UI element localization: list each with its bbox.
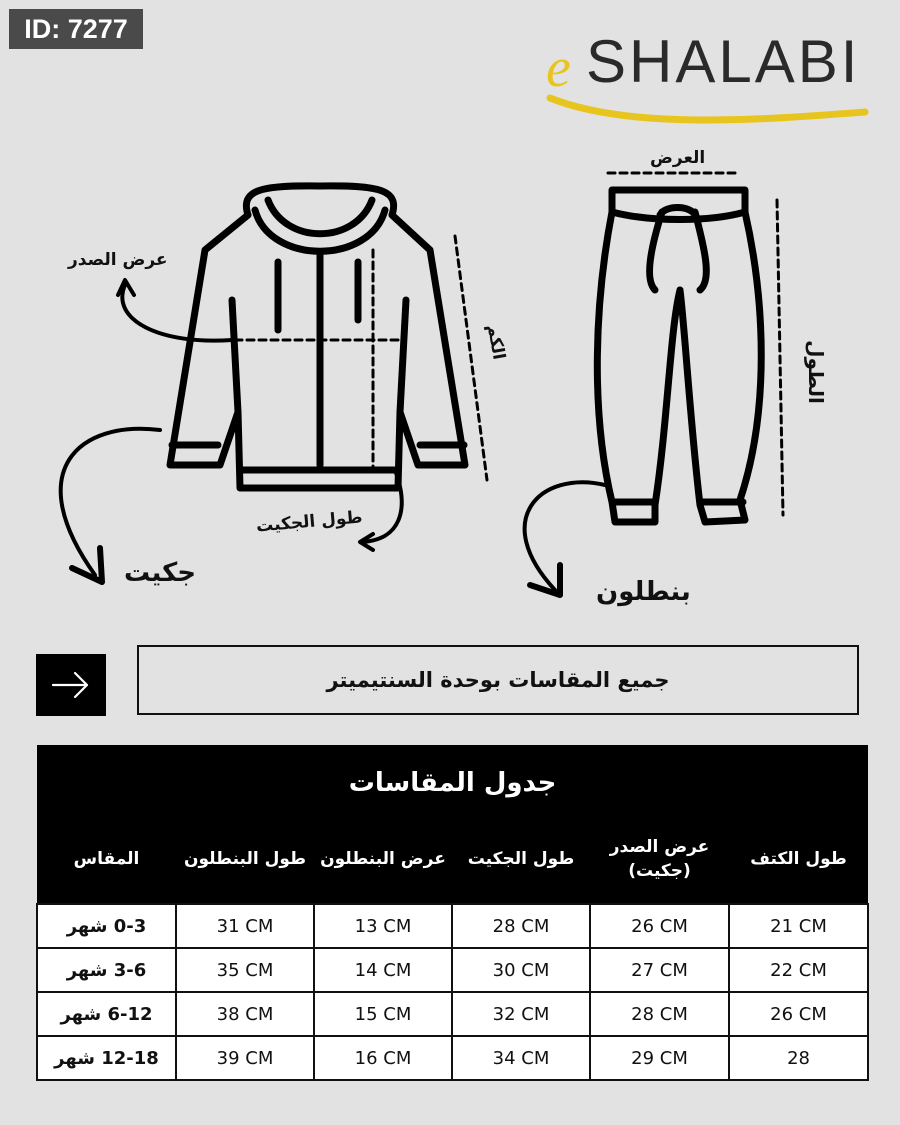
jacket-length-cell: 32 CM <box>452 992 590 1036</box>
jacket-label: جكيت <box>124 558 196 588</box>
shoulder-cell: 26 CM <box>729 992 868 1036</box>
pants-width-cell: 15 CM <box>314 992 452 1036</box>
logo-name: SHALABI <box>586 28 861 95</box>
id-badge: ID: 7277 <box>9 9 143 49</box>
pants-outline-icon <box>597 190 761 522</box>
unit-note: جميع المقاسات بوحدة السنتيميتر <box>137 645 859 715</box>
table-row <box>37 948 868 992</box>
size-table <box>36 745 869 1081</box>
header-pants-length: طول البنطلون <box>176 817 314 904</box>
jacket-length-cell: 28 CM <box>452 904 590 948</box>
jacket-outline-icon <box>170 186 465 488</box>
jacket-length-cell: 30 CM <box>452 948 590 992</box>
chest-width-label: عرض الصدر <box>68 250 168 270</box>
pants-length-cell: 35 CM <box>176 948 314 992</box>
table-title: جدول المقاسات <box>37 745 868 817</box>
pants-length-cell: 31 CM <box>176 904 314 948</box>
table-row <box>37 1036 868 1080</box>
chest-cell: 29 CM <box>590 1036 729 1080</box>
size-cell: 3-6 شهر <box>37 948 176 992</box>
pants-width-label: العرض <box>650 148 706 168</box>
header-pants-width: عرض البنطلون <box>314 817 452 904</box>
pants-length-cell: 39 CM <box>176 1036 314 1080</box>
pants-label: بنطلون <box>596 577 691 607</box>
header-jacket-length: طول الجكيت <box>452 817 590 904</box>
chest-cell: 26 CM <box>590 904 729 948</box>
chest-cell: 28 CM <box>590 992 729 1036</box>
size-cell: 12-18 شهر <box>37 1036 176 1080</box>
pants-length-label: الطول <box>803 340 828 404</box>
shoulder-cell: 22 CM <box>729 948 868 992</box>
pants-arrows <box>525 482 605 595</box>
arrow-box <box>36 654 106 716</box>
size-cell: 6-12 شهر <box>37 992 176 1036</box>
jacket-length-cell: 34 CM <box>452 1036 590 1080</box>
pants-width-cell: 16 CM <box>314 1036 452 1080</box>
table-row <box>37 992 868 1036</box>
chest-cell: 27 CM <box>590 948 729 992</box>
header-chest: عرض الصدر (جكيت) <box>590 817 729 904</box>
header-size: المقاس <box>37 817 176 904</box>
jacket-length-label: طول الجكيت <box>255 507 364 537</box>
sleeve-label: الكم <box>482 322 509 362</box>
shoulder-cell: 21 CM <box>729 904 868 948</box>
pants-length-cell: 38 CM <box>176 992 314 1036</box>
logo-prefix: e <box>546 37 571 99</box>
header-shoulder: طول الكتف <box>729 817 868 904</box>
arrow-right-icon <box>51 670 91 700</box>
shoulder-cell: 28 <box>729 1036 868 1080</box>
size-cell: 0-3 شهر <box>37 904 176 948</box>
table-row <box>37 904 868 948</box>
pants-width-cell: 13 CM <box>314 904 452 948</box>
pants-width-cell: 14 CM <box>314 948 452 992</box>
